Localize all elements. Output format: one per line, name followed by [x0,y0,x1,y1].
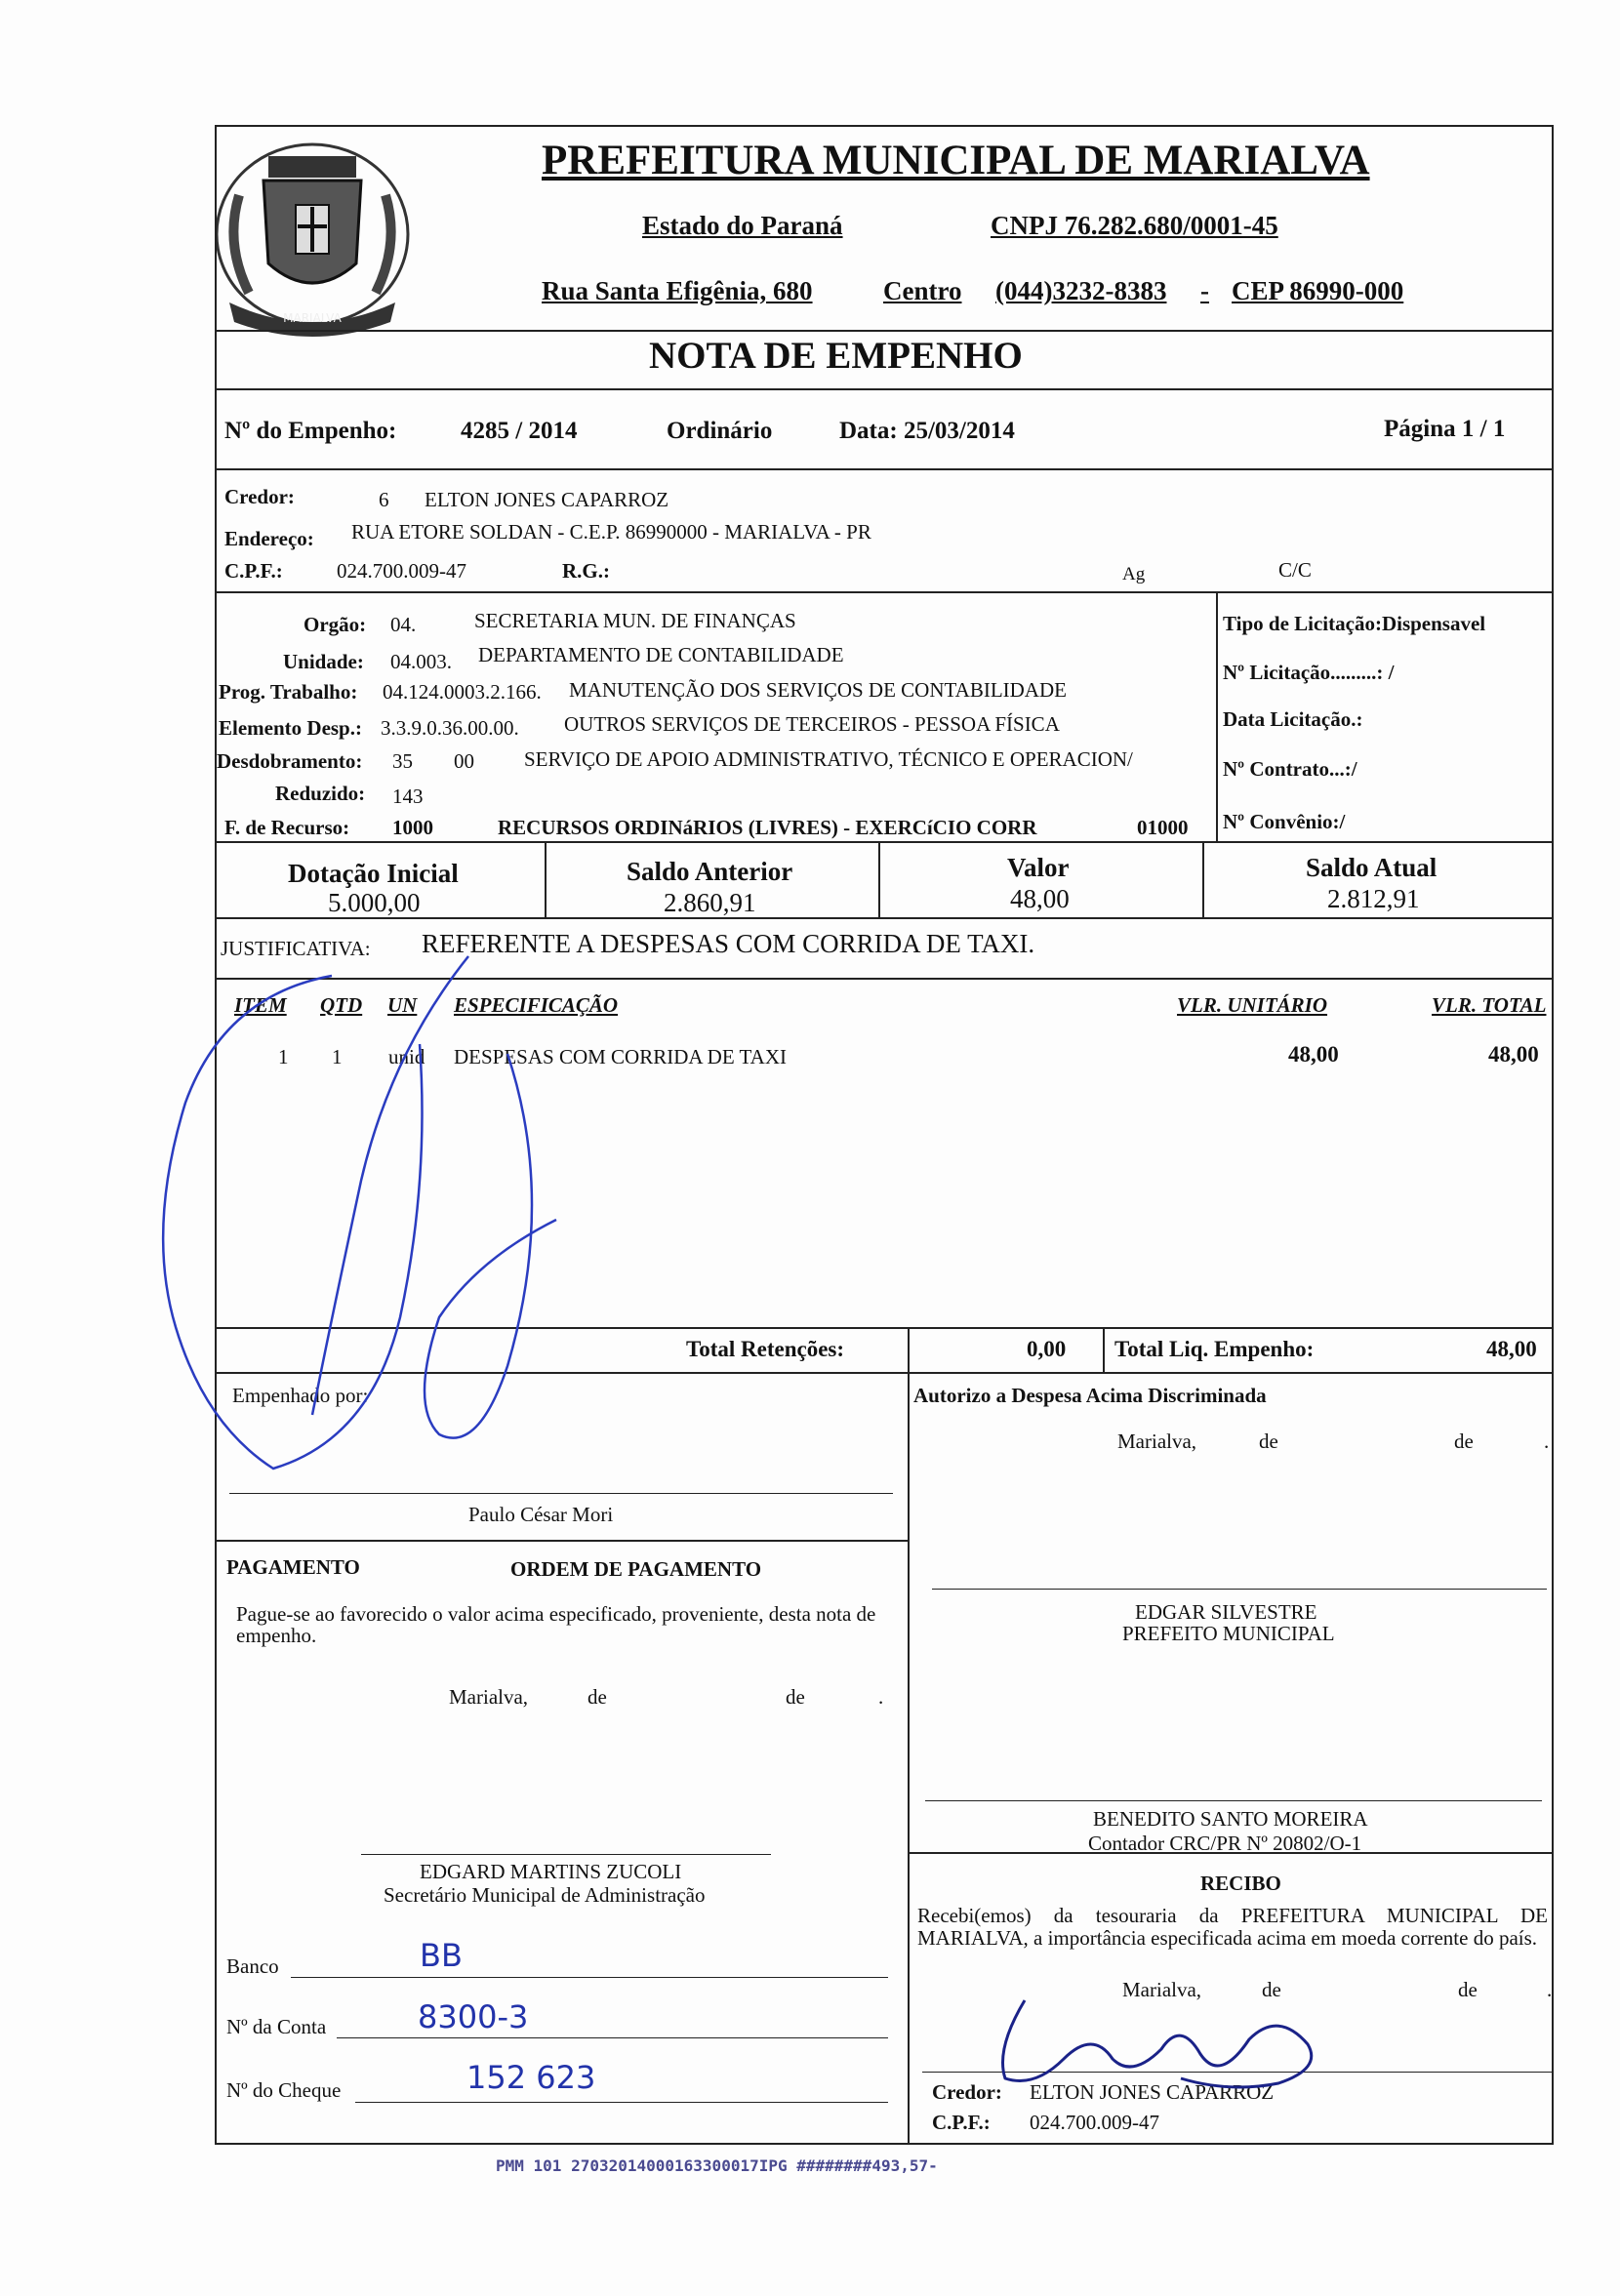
empenho-label: Nº do Empenho: [224,418,397,444]
elemento-name: OUTROS SERVIÇOS DE TERCEIROS - PESSOA FÍSICA [564,712,1060,736]
total-retencoes-label: Total Retenções: [686,1337,845,1361]
prog-code: 04.124.0003.2.166. [383,680,542,704]
recibo-dot: . [1547,1978,1553,2001]
footer-code: PMM 101 27032014000163300017IPG ########493,57- [496,2156,938,2175]
prefeito-name: EDGAR SILVESTRE [1135,1600,1317,1624]
pagamento-dot: . [878,1685,884,1709]
justificativa-label: JUSTIFICATIVA: [221,937,371,960]
orgao-code: 04. [390,613,417,636]
reduzido-label: Reduzido: [275,782,366,805]
banco-value: BB [420,1937,463,1974]
page-number: Página 1 / 1 [1384,416,1506,442]
rg-label: R.G.: [562,559,610,583]
empenho-date: Data: 25/03/2014 [839,418,1015,444]
credor-code: 6 [379,488,389,511]
numero-convenio: Nº Convênio:/ [1223,810,1346,833]
recibo-label: RECIBO [1200,1872,1281,1895]
recibo-cpf-label: C.P.F.: [932,2111,991,2134]
pagamento-text: Pague-se ao favorecido o valor acima especificado, proveniente, desta nota de empenho. [236,1602,876,1647]
autorizo-de-1: de [1259,1430,1278,1453]
autorizo-city: Marialva, [1117,1430,1197,1453]
justificativa-text: REFERENTE A DESPESAS COM CORRIDA DE TAXI. [422,929,1035,958]
recibo-city: Marialva, [1122,1978,1202,2001]
qtd-header: QTD [320,993,363,1017]
numero-licitacao: Nº Licitação.........: / [1223,661,1395,684]
elemento-label: Elemento Desp.: [219,716,362,740]
cc-label: C/C [1278,558,1312,582]
unidade-code: 04.003. [390,650,452,673]
unidade-name: DEPARTAMENTO DE CONTABILIDADE [478,643,844,666]
prog-name: MANUTENÇÃO DOS SERVIÇOS DE CONTABILIDADE [569,678,1067,702]
empenho-number: 4285 / 2014 [461,418,578,444]
banco-label: Banco [226,1954,279,1978]
pagamento-label: PAGAMENTO [226,1555,360,1579]
pagamento-city: Marialva, [449,1685,529,1709]
saldo-atual-label: Saldo Atual [1306,853,1438,882]
cpf-label: C.P.F.: [224,559,283,583]
total-retencoes-value: 0,00 [1027,1337,1067,1361]
conta-value: 8300-3 [418,1998,529,2035]
cheque-label: Nº do Cheque [226,2078,342,2102]
valor-value: 48,00 [1010,884,1070,913]
recibo-text: Recebi(emos) da tesouraria da PREFEITURA MUNICIPAL DE MARIALVA, a importância especificada acima em moeda corrente do país. [917,1904,1548,1950]
orgao-label: Orgão: [304,613,367,636]
un-header: UN [387,993,418,1017]
saldo-anterior-label: Saldo Anterior [627,857,793,886]
district-label: Centro [883,276,962,305]
handwritten-cancel-mark [146,907,615,1473]
total-liquido-value: 48,00 [1486,1337,1537,1361]
unidade-label: Unidade: [283,650,364,673]
recurso-name: RECURSOS ORDINáRIOS (LIVRES) - EXERCíCIO CORR [498,816,1037,839]
item-number: 1 [278,1045,289,1068]
recurso-code-2: 01000 [1137,816,1189,839]
empenhado-label: Empenhado por: [232,1384,369,1407]
contador-name: BENEDITO SANTO MOREIRA [1093,1807,1368,1831]
cnpj-label: CNPJ 76.282.680/0001-45 [991,211,1278,240]
vlr-total-header: VLR. TOTAL [1432,993,1547,1017]
ag-label: Ag [1122,564,1146,584]
page-title: PREFEITURA MUNICIPAL DE MARIALVA [542,138,1370,183]
phone-label: (044)3232-8383 [995,276,1167,305]
recurso-label: F. de Recurso: [224,816,350,839]
empenho-type: Ordinário [667,418,773,444]
desdobramento-name: SERVIÇO DE APOIO ADMINISTRATIVO, TÉCNICO E OPERACION/ [524,747,1133,771]
saldo-anterior-value: 2.860,91 [664,888,756,917]
prog-label: Prog. Trabalho: [219,680,358,704]
svg-text:MARIALVA: MARIALVA [283,311,342,325]
conta-label: Nº da Conta [226,2015,327,2038]
prefeito-role: PREFEITO MUNICIPAL [1122,1622,1335,1645]
cheque-value: 152 623 [466,2059,596,2096]
credor-label: Credor: [224,485,295,508]
data-licitacao: Data Licitação.: [1223,707,1363,731]
secretario-role: Secretário Municipal de Administração [384,1883,706,1907]
dotacao-inicial-label: Dotação Inicial [288,859,459,888]
recibo-de-2: de [1458,1978,1478,2001]
tipo-licitacao: Tipo de Licitação:Dispensavel [1223,612,1486,635]
especificacao-header: ESPECIFICAÇÃO [454,993,619,1017]
desdobramento-code-1: 35 [392,749,413,773]
address-label: Rua Santa Efigênia, 680 [542,276,813,305]
desdobramento-label: Desdobramento: [217,749,363,773]
recibo-cpf: 024.700.009-47 [1030,2111,1159,2134]
reduzido-value: 143 [392,785,424,808]
recurso-code: 1000 [392,816,433,839]
numero-contrato: Nº Contrato...:/ [1223,757,1357,781]
saldo-atual-value: 2.812,91 [1327,884,1420,913]
document-title: NOTA DE EMPENHO [649,335,1023,377]
credor-signature [986,1991,1337,2098]
cep-label: CEP 86990-000 [1232,276,1404,305]
credor-address: RUA ETORE SOLDAN - C.E.P. 86990000 - MARIALVA - PR [351,520,871,544]
item-total-value: 48,00 [1488,1042,1539,1067]
orgao-name: SECRETARIA MUN. DE FINANÇAS [474,609,796,632]
credor-name: ELTON JONES CAPARROZ [425,488,669,511]
item-desc: DESPESAS COM CORRIDA DE TAXI [454,1045,787,1068]
dash-separator: - [1200,276,1209,305]
recibo-credor-label: Credor: [932,2080,1002,2104]
desdobramento-code-2: 00 [454,749,474,773]
ordem-pagamento-label: ORDEM DE PAGAMENTO [510,1557,762,1581]
secretario-name: EDGARD MARTINS ZUCOLI [420,1860,682,1883]
contador-role: Contador CRC/PR Nº 20802/O-1 [1088,1832,1362,1855]
credor-cpf: 024.700.009-47 [337,559,466,583]
item-header: ITEM [234,993,287,1017]
empenhado-name: Paulo César Mori [468,1503,614,1526]
autorizo-dot: . [1544,1430,1550,1453]
recibo-de-1: de [1262,1978,1281,2001]
valor-label: Valor [1007,853,1070,882]
autorizo-de-2: de [1454,1430,1474,1453]
item-unit-value: 48,00 [1288,1042,1339,1067]
autorizo-label: Autorizo a Despesa Acima Discriminada [913,1384,1267,1407]
pagamento-de-2: de [786,1685,805,1709]
dotacao-inicial-value: 5.000,00 [328,888,421,917]
recibo-credor-name: ELTON JONES CAPARROZ [1030,2080,1275,2104]
item-qtd: 1 [332,1045,343,1068]
address-field-label: Endereço: [224,527,314,550]
state-label: Estado do Paraná [642,211,843,240]
vlr-unitario-header: VLR. UNITÁRIO [1177,993,1328,1017]
total-liquido-label: Total Liq. Empenho: [1114,1337,1315,1361]
elemento-code: 3.3.9.0.36.00.00. [381,716,519,740]
item-un: unid [388,1045,425,1068]
pagamento-de-1: de [587,1685,607,1709]
